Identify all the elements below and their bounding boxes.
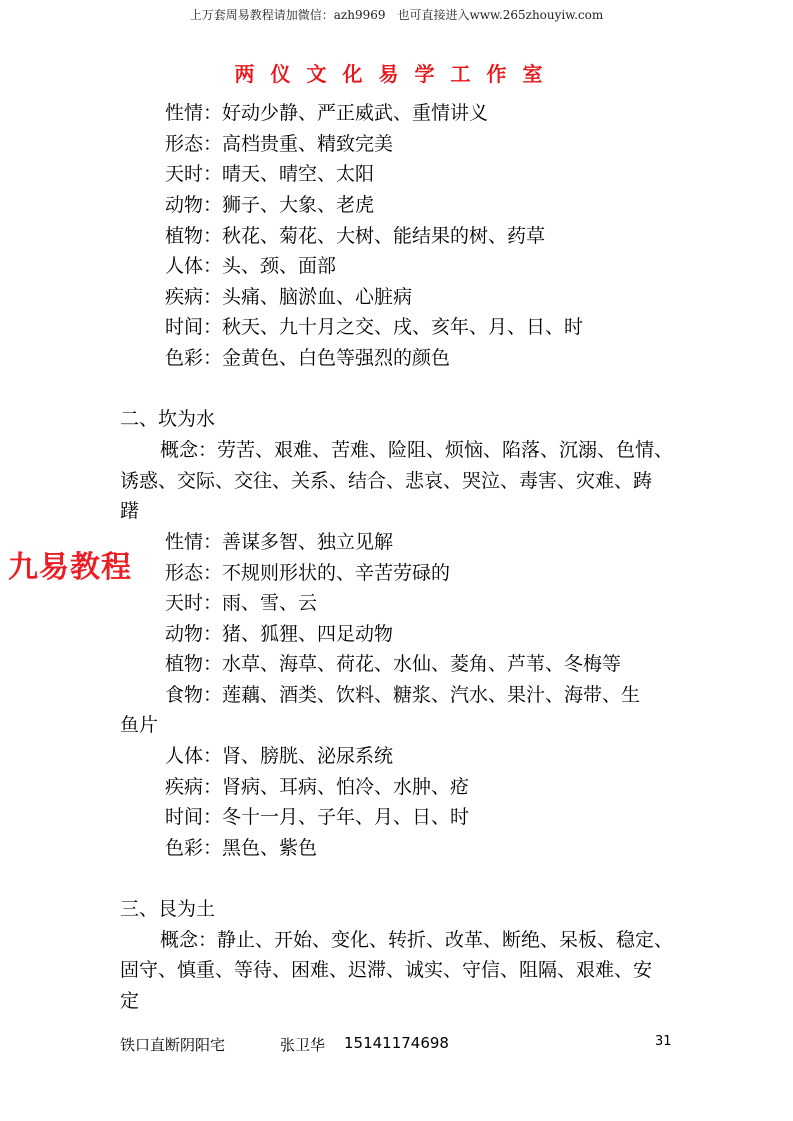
attr-value: 雨、雪、云 bbox=[222, 592, 318, 614]
attr-line bbox=[165, 683, 640, 707]
attr-line bbox=[165, 315, 583, 339]
footer-book-title: 铁口直断阴阳宅 bbox=[120, 1036, 226, 1054]
attr-label: 动物： bbox=[165, 194, 223, 216]
attr-label: 天时： bbox=[165, 592, 223, 614]
attr-line bbox=[165, 836, 317, 860]
studio-title: 两仪文化易学工作室 bbox=[234, 62, 559, 86]
attr-value: 猪、狐狸、四足动物 bbox=[222, 623, 394, 645]
attr-line bbox=[165, 162, 374, 186]
section-heading: 三、艮为土 bbox=[120, 898, 216, 920]
attr-value: 好动少静、严正威武、重情讲义 bbox=[222, 102, 489, 124]
attr-value: 秋天、九十月之交、戌、亥年、月、日、时 bbox=[222, 316, 584, 338]
attr-value: 金黄色、白色等强烈的颜色 bbox=[222, 347, 451, 369]
attr-value: 黑色、紫色 bbox=[222, 837, 318, 859]
attr-label: 性情： bbox=[165, 531, 223, 553]
concept-line: 定 bbox=[120, 990, 140, 1012]
concept-line: 概念：静止、开始、变化、转折、改革、断绝、呆板、稳定、 bbox=[160, 929, 674, 951]
footer-author: 张卫华 bbox=[280, 1036, 326, 1054]
attr-value: 冬十一月、子年、月、日、时 bbox=[222, 806, 470, 828]
attr-label: 形态： bbox=[165, 133, 223, 155]
attr-label: 色彩： bbox=[165, 347, 223, 369]
attr-label: 人体： bbox=[165, 745, 223, 767]
attr-value: 莲藕、酒类、饮料、糖浆、汽水、果汁、海带、生 bbox=[222, 684, 641, 706]
attr-line bbox=[165, 530, 393, 554]
attr-line bbox=[165, 561, 450, 585]
attr-label: 食物： bbox=[165, 684, 223, 706]
attr-line bbox=[165, 622, 393, 646]
attr-value: 高档贵重、精致完美 bbox=[222, 133, 394, 155]
concept-line: 固守、慎重、等待、困难、迟滞、诚实、守信、阻隔、艰难、安 bbox=[120, 959, 653, 981]
concept-line: 概念：劳苦、艰难、苦难、险阻、烦恼、陷落、沉溺、色情、 bbox=[160, 439, 674, 461]
page-number: 31 bbox=[655, 1034, 672, 1049]
attr-label: 植物： bbox=[165, 225, 223, 247]
attr-line bbox=[165, 346, 450, 370]
attr-value: 水草、海草、荷花、水仙、菱角、芦苇、冬梅等 bbox=[222, 653, 622, 675]
attr-continuation: 鱼片 bbox=[120, 714, 159, 736]
attr-line bbox=[165, 744, 393, 768]
attr-value: 肾、膀胱、泌尿系统 bbox=[222, 745, 394, 767]
attr-value: 头痛、脑淤血、心脏病 bbox=[222, 286, 413, 308]
attr-label: 性情： bbox=[165, 102, 223, 124]
attr-line bbox=[165, 775, 469, 799]
attr-label: 疾病： bbox=[165, 286, 223, 308]
attr-label: 人体： bbox=[165, 255, 223, 277]
attr-line bbox=[165, 254, 336, 278]
concept-line: 躇 bbox=[120, 500, 140, 522]
attr-label: 植物： bbox=[165, 653, 223, 675]
attr-value: 善谋多智、独立见解 bbox=[222, 531, 394, 553]
attr-label: 疾病： bbox=[165, 776, 223, 798]
attr-label: 时间： bbox=[165, 806, 223, 828]
attr-value: 不规则形状的、辛苦劳碌的 bbox=[222, 562, 451, 584]
attr-value: 肾病、耳病、怕冷、水肿、疮 bbox=[222, 776, 470, 798]
attr-label: 形态： bbox=[165, 562, 223, 584]
attr-line bbox=[165, 805, 469, 829]
attr-line bbox=[165, 285, 412, 309]
attr-value: 狮子、大象、老虎 bbox=[222, 194, 375, 216]
attr-line bbox=[165, 132, 393, 156]
attr-line bbox=[165, 193, 374, 217]
top-promo-note: 上万套周易教程请加微信：azh9969 也可直接进入www.265zhouyiw.com bbox=[189, 8, 604, 22]
attr-line bbox=[165, 101, 488, 125]
attr-line bbox=[165, 652, 621, 676]
attr-label: 色彩： bbox=[165, 837, 223, 859]
attr-label: 动物： bbox=[165, 623, 223, 645]
attr-value: 晴天、晴空、太阳 bbox=[222, 163, 375, 185]
attr-line bbox=[165, 224, 545, 248]
watermark-logo: 九易教程 bbox=[8, 550, 132, 585]
section-heading: 二、坎为水 bbox=[120, 408, 216, 430]
concept-line: 诱惑、交际、交往、关系、结合、悲哀、哭泣、毒害、灾难、踌 bbox=[120, 470, 653, 492]
attr-value: 头、颈、面部 bbox=[222, 255, 337, 277]
attr-value: 秋花、菊花、大树、能结果的树、药草 bbox=[222, 225, 546, 247]
attr-line bbox=[165, 591, 317, 615]
attr-label: 时间： bbox=[165, 316, 223, 338]
footer-phone: 15141174698 bbox=[344, 1034, 449, 1052]
attr-label: 天时： bbox=[165, 163, 223, 185]
